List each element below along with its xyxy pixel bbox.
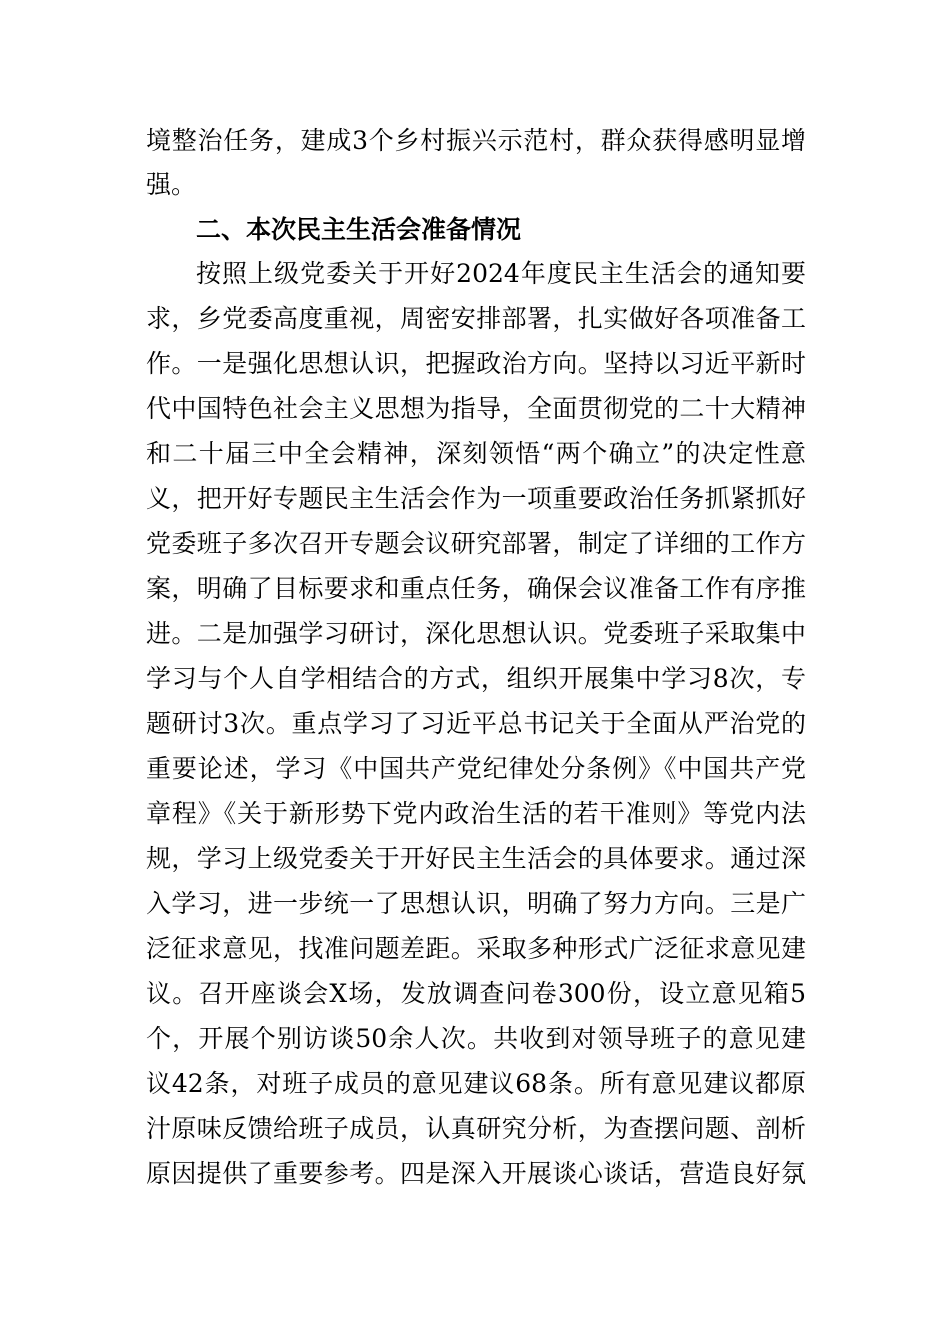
paragraph-line: 入学习，进一步统一了思想认识，明确了努力方向。三是广 bbox=[146, 889, 806, 918]
paragraph-line: 个，开展个别访谈50余人次。共收到对领导班子的意见建 bbox=[146, 1024, 806, 1053]
paragraph-line: 学习与个人自学相结合的方式，组织开展集中学习8次，专 bbox=[146, 664, 806, 693]
paragraph-line: 和二十届三中全会精神，深刻领悟“两个确立”的决定性意 bbox=[146, 439, 806, 468]
paragraph-line: 进。二是加强学习研讨，深化思想认识。党委班子采取集中 bbox=[146, 619, 806, 648]
paragraph-line: 按照上级党委关于开好2024年度民主生活会的通知要 bbox=[196, 259, 806, 288]
paragraph-line: 案，明确了目标要求和重点任务，确保会议准备工作有序推 bbox=[146, 574, 806, 603]
paragraph-line: 议。召开座谈会X场，发放调查问卷300份，设立意见箱5 bbox=[146, 979, 806, 1008]
paragraph-line: 汁原味反馈给班子成员，认真研究分析，为查摆问题、剖析 bbox=[146, 1114, 806, 1143]
paragraph-line: 泛征求意见，找准问题差距。采取多种形式广泛征求意见建 bbox=[146, 934, 806, 963]
paragraph-line: 重要论述，学习《中国共产党纪律处分条例》《中国共产党 bbox=[146, 754, 806, 783]
paragraph-line: 强。 bbox=[146, 170, 197, 199]
paragraph-line: 代中国特色社会主义思想为指导，全面贯彻党的二十大精神 bbox=[146, 394, 806, 423]
paragraph-line: 议42条，对班子成员的意见建议68条。所有意见建议都原 bbox=[146, 1069, 806, 1098]
paragraph-line: 章程》《关于新形势下党内政治生活的若干准则》等党内法 bbox=[146, 799, 806, 828]
paragraph-line: 原因提供了重要参考。四是深入开展谈心谈话，营造良好氛 bbox=[146, 1159, 806, 1188]
paragraph-line: 求，乡党委高度重视，周密安排部署，扎实做好各项准备工 bbox=[146, 304, 806, 333]
paragraph-line: 作。一是强化思想认识，把握政治方向。坚持以习近平新时 bbox=[146, 349, 806, 378]
paragraph-line: 境整治任务，建成3个乡村振兴示范村，群众获得感明显增 bbox=[146, 126, 806, 155]
paragraph-line: 题研讨3次。重点学习了习近平总书记关于全面从严治党的 bbox=[146, 709, 806, 738]
paragraph-line: 义，把开好专题民主生活会作为一项重要政治任务抓紧抓好 bbox=[146, 484, 806, 513]
paragraph-line: 规，学习上级党委关于开好民主生活会的具体要求。通过深 bbox=[146, 844, 806, 873]
paragraph-line: 党委班子多次召开专题会议研究部署，制定了详细的工作方 bbox=[146, 529, 806, 558]
section-heading: 二、本次民主生活会准备情况 bbox=[196, 215, 522, 244]
